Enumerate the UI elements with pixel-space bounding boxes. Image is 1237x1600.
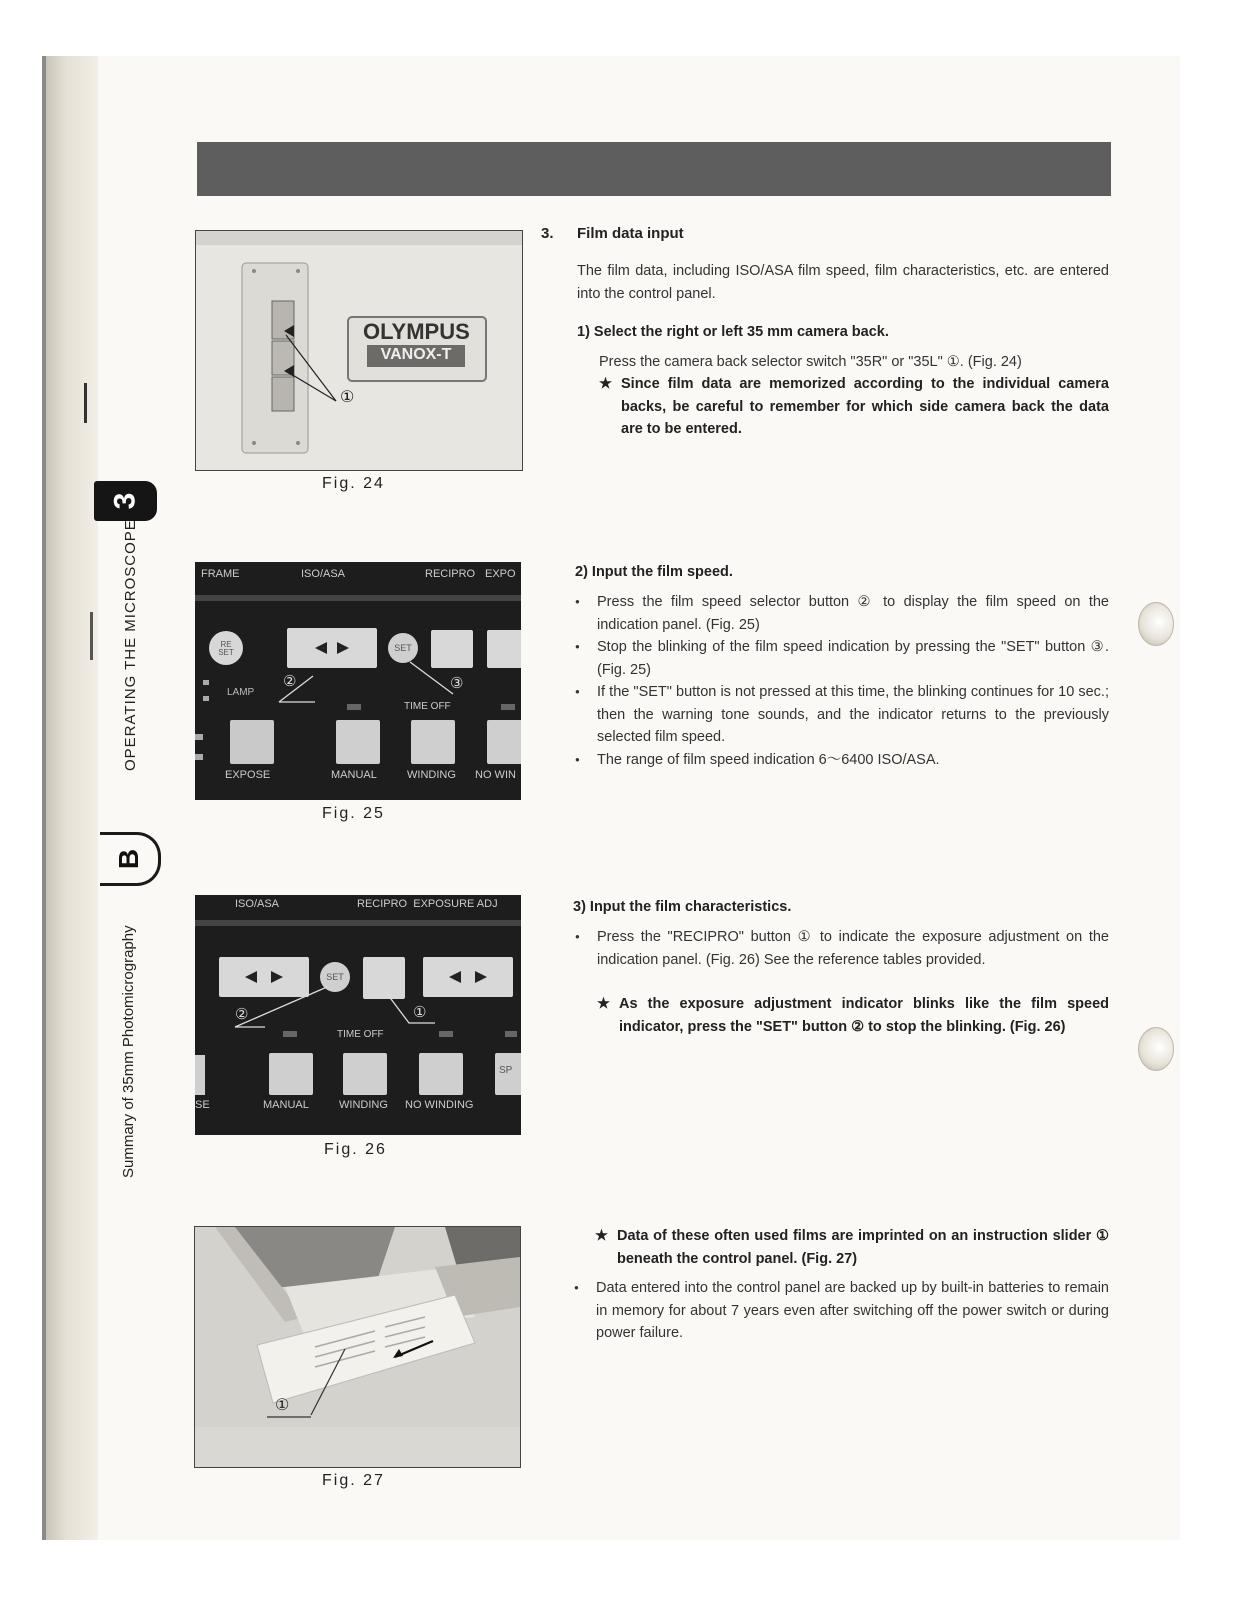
list-item	[574, 1277, 1109, 1345]
figure-caption: Fig. 25	[322, 805, 385, 822]
callout-1: ①	[413, 1004, 427, 1021]
label-frame: FRAME	[201, 568, 240, 580]
label-edge-right: SP	[499, 1065, 513, 1076]
figure-caption: Fig. 27	[322, 1472, 385, 1489]
label-manual: MANUAL	[331, 769, 377, 781]
note-text: Data of these often used films are imprinted on an instruction slider ① beneath the control panel. (Fig. 27)	[617, 1228, 1109, 1267]
list-item-text: Data entered into the control panel are backed up by built-in batteries to remain in memory for about 7 years even after switching off the power switch or during power failure.	[596, 1280, 1109, 1341]
step-2-list	[575, 591, 1109, 771]
binding-spine	[46, 56, 98, 1540]
chapter-tab: 3	[94, 481, 157, 521]
list-item	[575, 749, 1109, 772]
list-item-text: Stop the blinking of the film speed indication by pressing the "SET" button ③. (Fig. 25)	[597, 639, 1109, 678]
section-intro: The film data, including ISO/ASA film speed, film characteristics, etc. are entered into the control panel.	[577, 263, 1109, 302]
label-no-winding: NO WINDING	[405, 1099, 474, 1111]
figure-25	[195, 562, 521, 800]
callout-2: ②	[283, 673, 297, 690]
list-item	[575, 591, 1109, 636]
step-1-note	[599, 373, 1109, 441]
bullet-icon: ●	[575, 754, 580, 764]
label-recipro-exposure-adj: RECIPRO EXPOSURE ADJ	[357, 898, 498, 910]
section-tab: B	[100, 832, 161, 886]
figure-caption: Fig. 24	[322, 475, 385, 492]
set-button: SET	[326, 972, 344, 982]
step-1-text: Press the camera back selector switch "35R" or "35L" ①. (Fig. 24)	[599, 354, 1022, 370]
list-item-text: If the "SET" button is not pressed at this time, the blinking continues for 10 sec.; then the warning tone sounds, and the indicator returns to the previously selected film speed.	[597, 684, 1109, 745]
list-item-text: The range of film speed indication 6～6400 ISO/ASA.	[597, 751, 940, 768]
section-title: Summary of 35mm Photomicrography	[120, 925, 137, 1178]
label-time-off: TIME OFF	[337, 1029, 384, 1040]
binder-hole	[1138, 602, 1174, 646]
step-3-list	[575, 926, 1109, 971]
label-iso-asa: ISO/ASA	[235, 898, 280, 910]
star-icon: ★	[595, 1228, 608, 1244]
vanox-logo: VANOX-T	[380, 346, 452, 363]
bullet-icon: ●	[575, 932, 580, 941]
spine-mark	[84, 383, 87, 423]
step-3-note	[597, 993, 1109, 1038]
figure-27	[194, 1226, 521, 1468]
section-title: Film data input	[577, 225, 684, 242]
step-4-list	[574, 1277, 1109, 1345]
set-button: SET	[394, 643, 412, 653]
step-1-heading: 1) Select the right or left 35 mm camera back.	[577, 324, 889, 340]
list-item-text: Press the film speed selector button ② to display the film speed on the indication panel. (Fig. 25)	[597, 594, 1109, 633]
label-edge-left: SE	[195, 1099, 210, 1111]
figure-caption: Fig. 26	[324, 1141, 387, 1158]
label-lamp: LAMP	[227, 687, 255, 698]
section-number: 3.	[541, 225, 554, 242]
label-manual: MANUAL	[263, 1099, 309, 1111]
callout-2: ②	[235, 1006, 249, 1023]
list-item-text: Press the "RECIPRO" button ① to indicate the exposure adjustment on the indication panel. (Fig. 26) See the reference tables provided.	[597, 929, 1109, 968]
callout-1: ①	[340, 389, 355, 406]
bullet-icon: ●	[575, 642, 580, 651]
bullet-icon: ●	[574, 1283, 579, 1292]
bullet-icon: ●	[575, 687, 580, 696]
label-iso-asa: ISO/ASA	[301, 568, 346, 580]
figure-26	[195, 895, 521, 1135]
label-time-off: TIME OFF	[404, 701, 451, 712]
list-item	[575, 926, 1109, 971]
label-no-winding: NO WIN	[475, 769, 516, 781]
spine-mark	[90, 612, 93, 660]
binder-hole	[1138, 1027, 1174, 1071]
step-2-heading: 2) Input the film speed.	[575, 564, 733, 580]
callout-1: ①	[275, 1397, 290, 1414]
olympus-logo: OLYMPUS	[363, 319, 470, 344]
chapter-title: OPERATING THE MICROSCOPE	[122, 519, 139, 771]
list-item	[575, 681, 1109, 749]
callout-3: ③	[450, 675, 464, 692]
label-winding: WINDING	[339, 1099, 388, 1111]
header-bar	[197, 142, 1111, 196]
step-4-note	[595, 1225, 1109, 1270]
reset-button: RE SET	[218, 640, 234, 657]
star-icon: ★	[599, 376, 612, 392]
star-icon: ★	[597, 996, 610, 1012]
label-expose: EXPOSE	[225, 769, 271, 781]
label-winding: WINDING	[407, 769, 456, 781]
label-recipro: RECIPRO	[425, 568, 476, 580]
note-text: Since film data are memorized according to the individual camera backs, be careful to remember for which side camera back the data are to be entered.	[621, 376, 1109, 437]
step-3-heading: 3) Input the film characteristics.	[573, 899, 792, 915]
bullet-icon: ●	[575, 597, 580, 606]
note-text: As the exposure adjustment indicator blinks like the film speed indicator, press the "SET" button ② to stop the blinking. (Fig. 26)	[619, 996, 1109, 1035]
list-item	[575, 636, 1109, 681]
figure-24	[195, 230, 523, 471]
label-expo: EXPO	[485, 568, 516, 580]
